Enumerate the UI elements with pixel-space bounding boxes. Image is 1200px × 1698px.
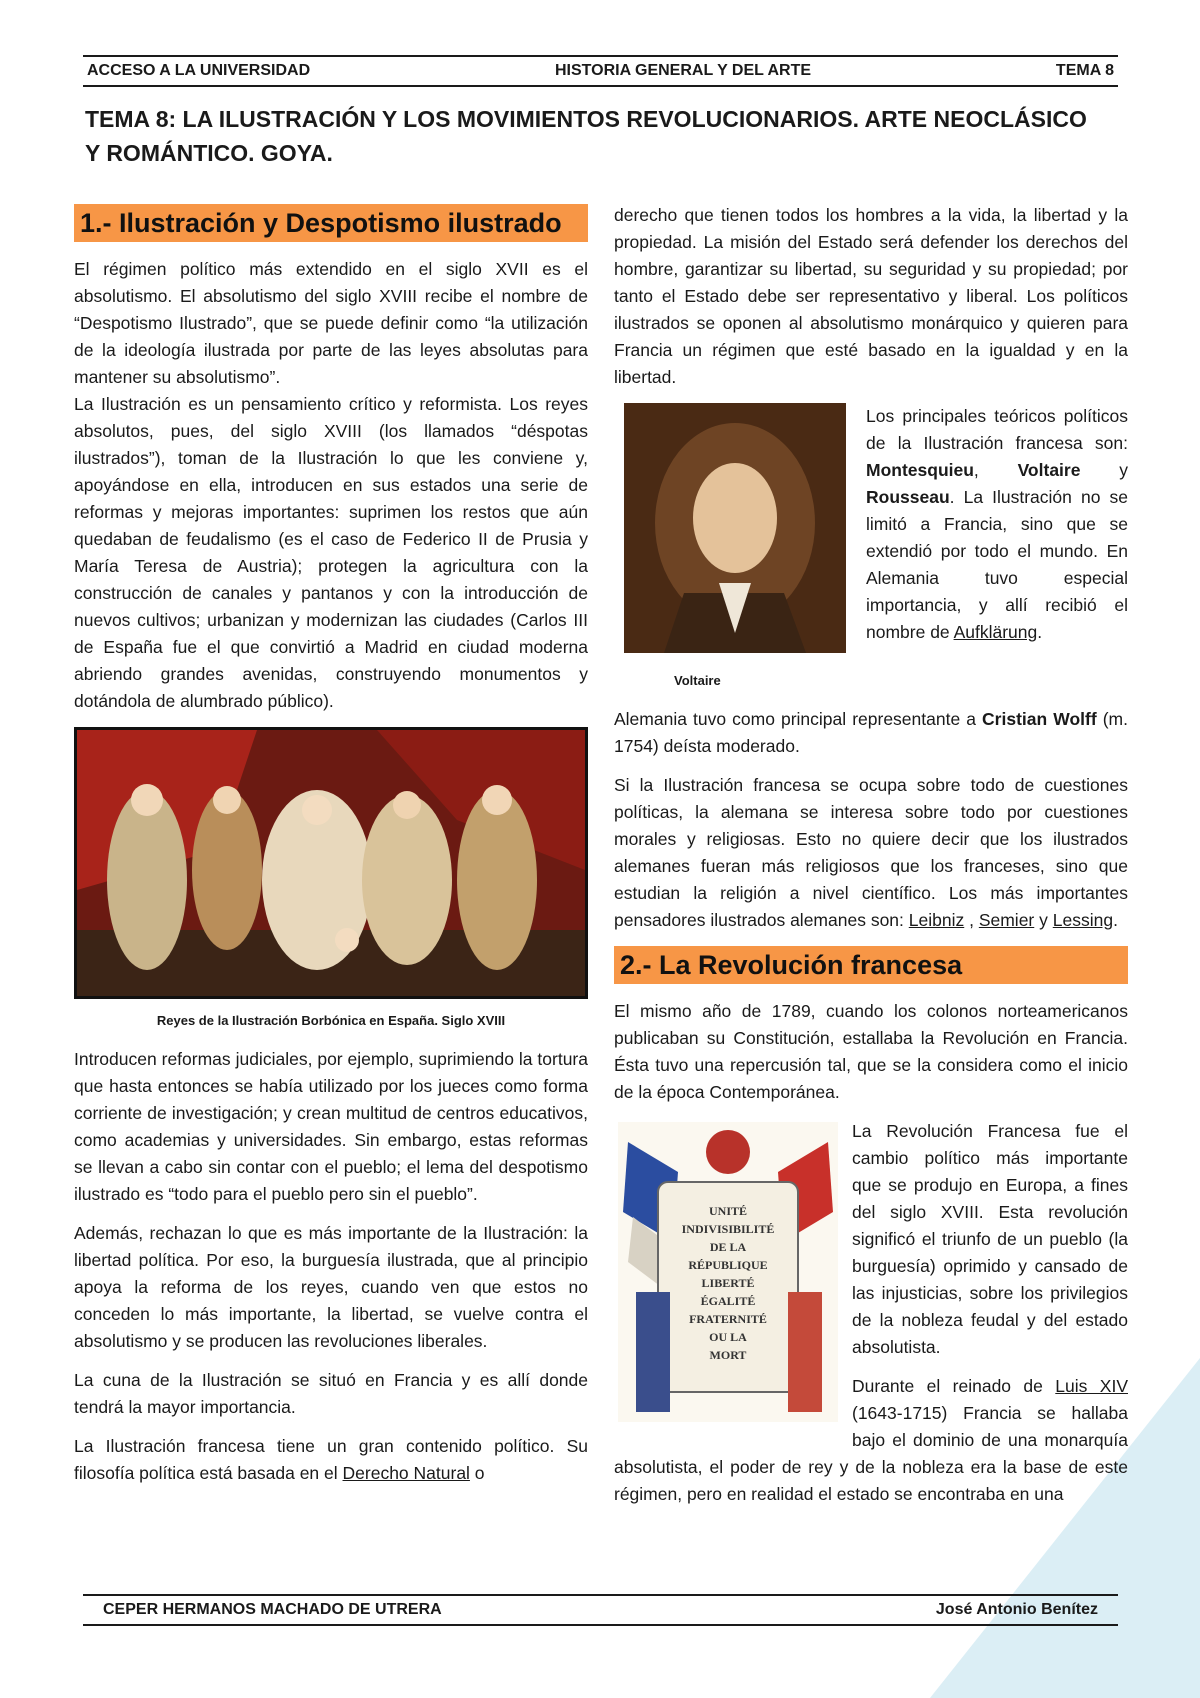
paragraph-derecho: derecho que tienen todos los hombres a la vida, la libertad y la propiedad. La misión del Estado será defender los derechos del hombre, garantizar su libertad, su seguridad y su propiedad; por tanto el Estado debe ser representativo y liberal. Los políticos ilustrados se oponen al absolutismo monárquico y quieren para Francia un régimen que esté basado en la igualdad y en la libertad. bbox=[614, 205, 1128, 387]
painting-illustration bbox=[77, 730, 585, 996]
page-footer bbox=[83, 1594, 1118, 1626]
revolution-block bbox=[614, 1118, 1128, 1508]
header-right: TEMA 8 bbox=[1055, 62, 1114, 79]
painting-royal-family bbox=[74, 727, 588, 999]
header-center: HISTORIA GENERAL Y DEL ARTE bbox=[555, 62, 812, 79]
footer-left: CEPER HERMANOS MACHADO DE UTRERA bbox=[103, 1601, 442, 1618]
paragraph-cuna: La cuna de la Ilustración se situó en Francia y es allí donde tendrá la mayor importancia. bbox=[74, 1370, 588, 1417]
luis-xiv-link[interactable]: Luis XIV bbox=[1055, 1376, 1128, 1396]
paragraph-luis-xiv: Durante el reinado de Luis XIV (1643-1715) Francia se hallaba bajo el dominio de una monarquía absolutista, el poder de rey y de la nobleza era la base de este régimen, pero en realidad el estado se encontraba en una bbox=[614, 1376, 1128, 1504]
aufklarung-link[interactable]: Aufklärung bbox=[953, 622, 1038, 642]
voltaire-caption: Voltaire bbox=[674, 673, 721, 688]
left-column bbox=[74, 204, 588, 1499]
paragraph-ilustracion: La Ilustración es un pensamiento crítico y reformista. Los reyes absolutos, pues, del siglo XVIII (los llamados “déspotas ilustrados”), toman de la Ilustración lo que les conviene y, apoyándose en ella, introducen en sus estados una serie de reformas y mejoras importantes: suprimen los restos que aún quedaban de feudalismo (es el caso de Federico II de Prusia y María Teresa de Austria); protegen la agricultura con la construcción de canales y pantanos y con la introducción de nuevos cultivos; urbanizan y modernizan las ciudades (Carlos III de España fue el que convirtió a Madrid en ciudad moderna abriendo grandes avenidas, construyendo monumentos y dotándola de alumbrado público). bbox=[74, 394, 588, 711]
paragraph-absolutismo: El régimen político más extendido en el siglo XVII es el absolutismo. El absolutismo del siglo XVIII recibe el nombre de “Despotismo Ilustrado”, que se puede definir como “la utilización de la ideología ilustrada por parte de las leyes absolutas para mantener su absolutismo”. bbox=[74, 259, 588, 387]
voltaire-block bbox=[614, 403, 1128, 661]
paragraph-libertad: Además, rechazan lo que es más importante de la Ilustración: la libertad política. Por eso, la burguesía ilustrada, que al principio apoya la reforma de los reyes, cuando ven que estos no conceden lo más importante, la libertad, se vuelve contra el absolutismo y se producen las revoluciones liberales. bbox=[74, 1223, 588, 1351]
poster-text: UNITÉ INDIVISIBILITÉ DE LA RÉPUBLIQUE LIBERTÉ ÉGALITÉ FRATERNITÉ OU LA MORT bbox=[681, 1204, 775, 1362]
paragraph-alemana: Si la Ilustración francesa se ocupa sobre todo de cuestiones políticas, la alemana se interesa sobre todo por cuestiones morales y religiosas. Esto no quiere decir que los ilustrados alemanes fueran más religiosos que los franceses, sino que estudian la religión a nivel científico. Los más importantes pensadores ilustrados alemanes son: Leibniz , Semier y Lessing. bbox=[614, 775, 1128, 930]
painting-caption: Reyes de la Ilustración Borbónica en España. Siglo XVIII bbox=[156, 1013, 506, 1028]
paragraph-1789: El mismo año de 1789, cuando los colonos norteamericanos publicaban su Constitución, estallaba la Revolución en Francia. Ésta tuvo una repercusión tal, que se la considera como el inicio de la época Contemporánea. bbox=[614, 1001, 1128, 1102]
derecho-natural-link[interactable]: Derecho Natural bbox=[342, 1463, 470, 1483]
title-line-2: Y ROMÁNTICO. GOYA. bbox=[85, 140, 333, 166]
lessing-link[interactable]: Lessing bbox=[1052, 910, 1114, 930]
revolution-poster bbox=[618, 1122, 838, 1422]
leibniz-link[interactable]: Leibniz bbox=[908, 910, 965, 930]
paragraph-revolucion: La Revolución Francesa fue el cambio político más importante que se produjo en Europa, a fines del siglo XVIII. Esta revolución significó el triunfo de un pueblo (la burguesía) oprimido y cansado de las injusticias, sobre los privilegios de la nobleza feudal y del estado absolutista. bbox=[852, 1121, 1128, 1357]
page-title bbox=[85, 102, 1125, 170]
paragraph-teoricos: Los principales teóricos políticos de la Ilustración francesa son: Montesquieu, Voltaire y Rousseau. La Ilustración no se limitó a Francia, sino que se extendió por todo el mundo. En Alemania tuvo especial importancia, y allí recibió el nombre de Aufklärung. bbox=[866, 406, 1128, 642]
paragraph-francesa: La Ilustración francesa tiene un gran contenido político. Su filosofía política está basada en el Derecho Natural o bbox=[74, 1436, 588, 1483]
section-2-heading: 2.- La Revolución francesa bbox=[614, 946, 1128, 984]
section-1-heading: 1.- Ilustración y Despotismo ilustrado bbox=[74, 204, 588, 242]
title-line-1: TEMA 8: LA ILUSTRACIÓN Y LOS MOVIMIENTOS REVOLUCIONARIOS. ARTE NEOCLÁSICO bbox=[85, 106, 1087, 132]
page-header bbox=[83, 55, 1118, 87]
paragraph-reformas: Introducen reformas judiciales, por ejemplo, suprimiendo la tortura que hasta entonces se había utilizado por los jueces como forma corriente de investigación; y crean multitud de centros educativos, como academias y universidades. Sin embargo, estas reformas se llevan a cabo sin contar con el pueblo; el lema del despotismo ilustrado es “todo para el pueblo pero sin el pueblo”. bbox=[74, 1049, 588, 1204]
footer-right: José Antonio Benítez bbox=[935, 1601, 1098, 1618]
semier-link[interactable]: Semier bbox=[978, 910, 1035, 930]
right-column bbox=[614, 202, 1128, 1508]
voltaire-portrait bbox=[624, 403, 846, 653]
header-left: ACCESO A LA UNIVERSIDAD bbox=[87, 62, 311, 79]
paragraph-wolff: Alemania tuvo como principal representante a Cristian Wolff (m. 1754) deísta moderado. bbox=[614, 709, 1128, 756]
